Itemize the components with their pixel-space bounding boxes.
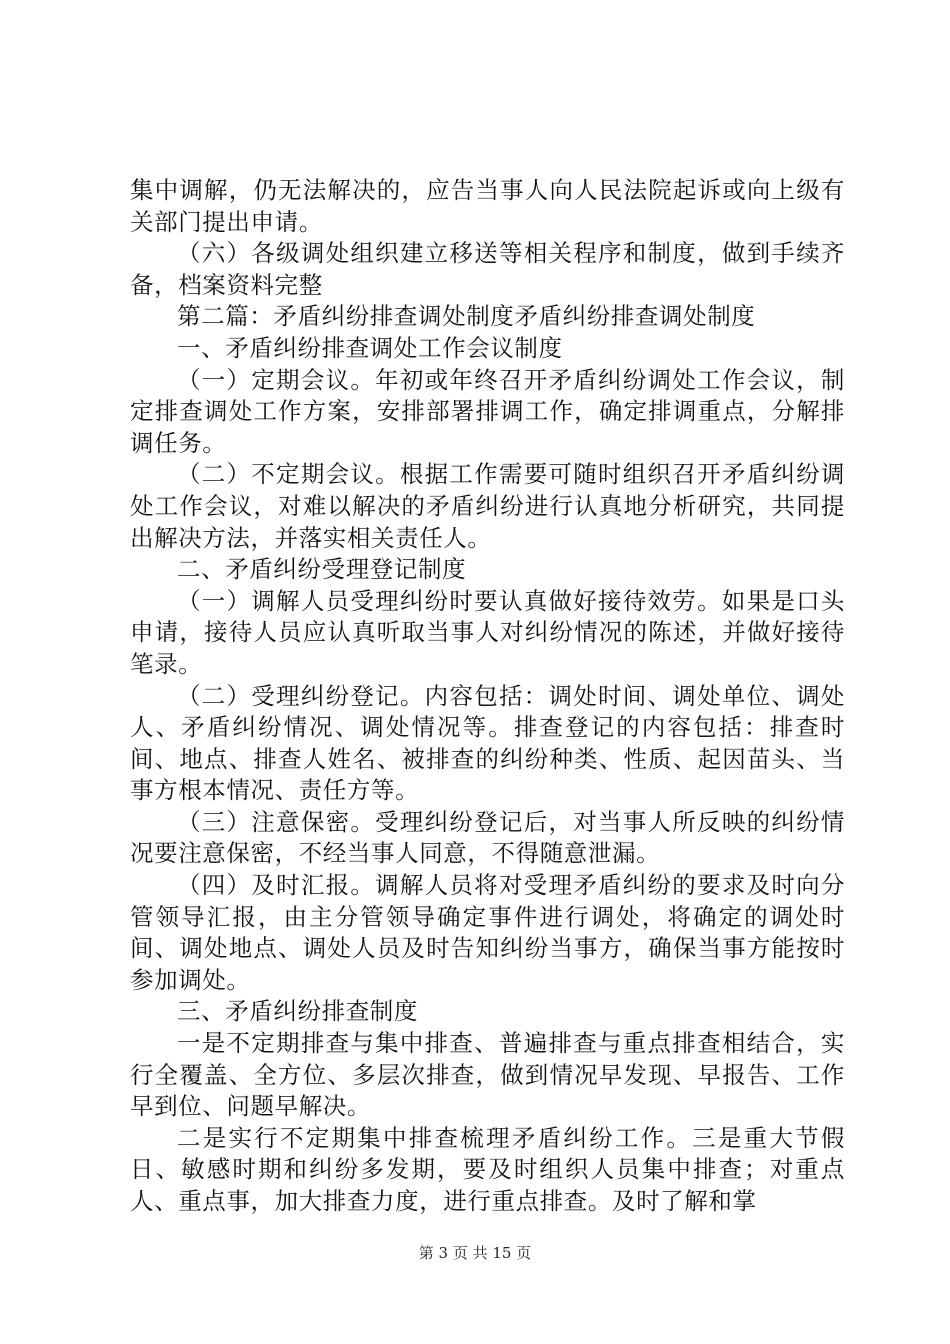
section-title-part-two: 第二篇：矛盾纠纷排查调处制度矛盾纠纷排查调处制度 <box>177 302 756 331</box>
paragraph-2: （六）各级调处组织建立移送等相关程序和制度，做到手续齐备，档案资料完整 <box>130 239 845 299</box>
page-number-footer: 第 3 页 共 15 页 <box>418 1244 532 1262</box>
heading-registration-system: 二、矛盾纠纷受理登记制度 <box>177 555 467 584</box>
heading-screening-system: 三、矛盾纠纷排查制度 <box>177 997 418 1026</box>
paragraph-reception: （一）调解人员受理纠纷时要认真做好接待效劳。如果是口头申请，接待人员应认真听取当事人对纠纷情况的陈述，并做好接待笔录。 <box>130 586 845 678</box>
paragraph-screening-one: 一是不定期排查与集中排查、普遍排查与重点排查相结合，实行全覆盖、全方位、多层次排查，做到情况早发现、早报告、工作早到位、问题早解决。 <box>130 1029 845 1121</box>
paragraph-reporting: （四）及时汇报。调解人员将对受理矛盾纠纷的要求及时向分管领导汇报，由主分管领导确定事件进行调处，将确定的调处时间、调处地点、调处人员及时告知纠纷当事方，确保当事方能按时参加调处。 <box>130 871 845 994</box>
document-body <box>130 175 845 1218</box>
heading-meeting-system: 一、矛盾纠纷排查调处工作会议制度 <box>177 333 563 362</box>
paragraph-irregular-meeting: （二）不定期会议。根据工作需要可随时组织召开矛盾纠纷调处工作会议，对难以解决的矛盾纠纷进行认真地分析研究，共同提出解决方法，并落实相关责任人。 <box>130 460 845 552</box>
paragraph-regular-meeting: （一）定期会议。年初或年终召开矛盾纠纷调处工作会议，制定排查调处工作方案，安排部署排调工作，确定排调重点，分解排调任务。 <box>130 365 845 457</box>
paragraph-confidentiality: （三）注意保密。受理纠纷登记后，对当事人所反映的纠纷情况要注意保密，不经当事人同意，不得随意泄漏。 <box>130 807 845 868</box>
paragraph-1: 集中调解，仍无法解决的，应告当事人向人民法院起诉或向上级有关部门提出申请。 <box>130 176 845 236</box>
paragraph-screening-two: 二是实行不定期集中排查梳理矛盾纠纷工作。三是重大节假日、敏感时期和纠纷多发期，要及时组织人员集中排查；对重点人、重点事，加大排查力度，进行重点排查。及时了解和掌 <box>130 1123 845 1215</box>
paragraph-registration: （二）受理纠纷登记。内容包括：调处时间、调处单位、调处人、矛盾纠纷情况、调处情况等。排查登记的内容包括：排查时间、地点、排查人姓名、被排查的纠纷种类、性质、起因苗头、当事方根本情况、责任方等。 <box>130 681 845 805</box>
